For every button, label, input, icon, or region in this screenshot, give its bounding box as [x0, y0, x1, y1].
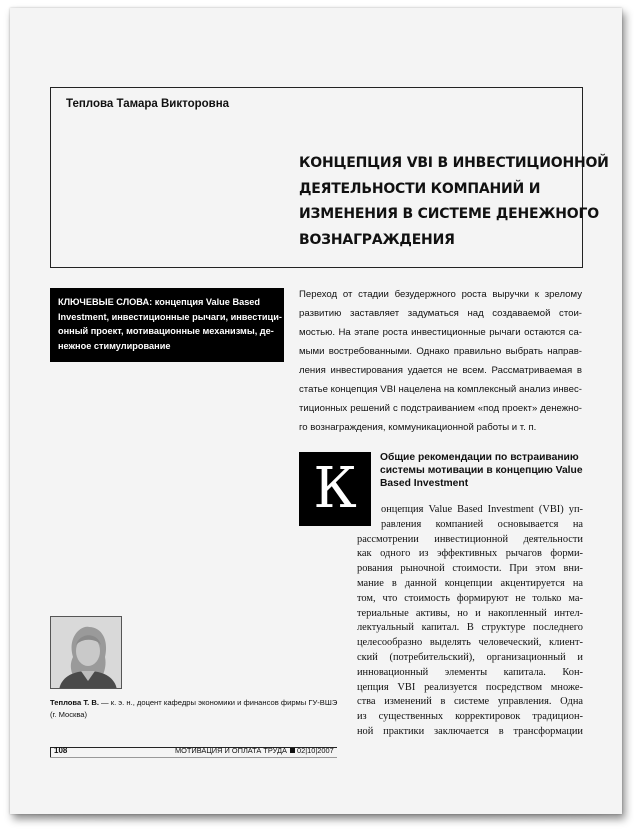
body-line: териальные активы, но и накопленный интел- [357, 607, 583, 619]
body-line: онцепция Value Based Investment (VBI) уп- [381, 504, 583, 515]
journal-footer [175, 746, 334, 755]
keywords-line: концепция Value Based [154, 297, 261, 307]
title-line: ДЕЯТЕЛЬНОСТИ КОМПАНИЙ И [299, 180, 541, 197]
body-line: равления компанией основывается на [381, 518, 583, 530]
keywords-box [50, 288, 284, 362]
title-line: ВОЗНАГРАЖДЕНИЯ [299, 231, 455, 248]
body-line: лектуальный капитал. В структуре последнего [357, 622, 583, 634]
abstract-line: Переход от стадии безудержного роста выручки к зрелому [299, 289, 582, 300]
body-text [357, 503, 583, 740]
keywords-label: КЛЮЧЕВЫЕ СЛОВА: [58, 297, 153, 307]
caption-author-name: Теплова Т. В. [50, 698, 99, 707]
keywords-line: онный проект, мотивационные механизмы, де- [58, 326, 274, 336]
footer-left-rule [50, 747, 51, 757]
author-caption [50, 697, 340, 721]
journal-issue: 02|10|2007 [296, 746, 334, 755]
abstract-line: тиционных решений с подстраиванием «под проект» денежно- [299, 403, 582, 414]
abstract-line: мыми востребованными. Однако правильно выбрать направ- [299, 346, 582, 357]
article-header-box [50, 87, 609, 268]
body-line: том, что стоимость формируют не только ма- [357, 592, 583, 604]
body-line: цепция VBI реализуется посредством множе- [357, 681, 583, 693]
abstract-line: развитию заставляет задуматься над создаваемой стои- [299, 308, 582, 319]
section-heading-line: Based Investment [380, 478, 469, 489]
caption-city: (г. Москва) [50, 710, 88, 719]
abstract-line: ления инвестирования удается не всем. Рассматриваемая в [299, 365, 582, 376]
square-bullet-icon [290, 748, 295, 753]
abstract-line: го вознаграждения, коммуникационной работы и т. п. [299, 422, 537, 433]
body-line: рассмотрении инвестиционной деятельности [357, 533, 583, 545]
keywords-line: Investment, инвестиционные рычаги, инвестици- [58, 311, 282, 322]
section-heading [380, 451, 585, 490]
footer-bottom-rule [50, 757, 337, 758]
body-line: из существенных корректировок традицион- [357, 711, 583, 723]
journal-name: МОТИВАЦИЯ И ОПЛАТА ТРУДА [175, 746, 287, 755]
body-line: ский (потребительский), организационный и [357, 651, 583, 663]
author-photo [50, 616, 122, 689]
section-heading-line: Общие рекомендации по встраиванию [380, 452, 579, 463]
section-heading-line: системы мотивации в концепцию Value [380, 465, 583, 476]
page-number: 108 [54, 746, 68, 755]
author-portrait-image [51, 617, 122, 689]
title-line: ИЗМЕНЕНИЯ В СИСТЕМЕ ДЕНЕЖНОГО [299, 206, 599, 222]
drop-cap: К [299, 452, 371, 526]
caption-author-details: — к. э. н., доцент кафедры экономики и финансов фирмы ГУ-ВШЭ [98, 698, 338, 707]
keywords-line: нежное стимулирование [58, 340, 171, 351]
body-line: рования рыночной стоимости. При этом вни- [357, 563, 583, 575]
body-line: мание в данной концепции акцентируется на [357, 577, 583, 589]
abstract-line: статье концепция VBI нацелена на комплексный анализ инвес- [299, 384, 582, 395]
body-line: ства изменений в системе управления. Одна [357, 696, 583, 708]
body-line: как одного из эффективных рычагов форми- [357, 548, 583, 560]
body-line: целесообразно выделять человеческий, клиент- [357, 637, 583, 649]
article-title [299, 151, 609, 253]
body-line: инновационный элементы капитала. Кон- [357, 666, 583, 678]
author-name: Теплова Тамара Викторовна [66, 98, 230, 110]
abstract [299, 285, 582, 437]
body-line: ной практики заключается в трансформации [357, 725, 583, 737]
abstract-line: мостью. На этапе роста инвестиционные рычаги остаются са- [299, 327, 582, 338]
title-line: КОНЦЕПЦИЯ VBI В ИНВЕСТИЦИОННОЙ [299, 155, 609, 171]
